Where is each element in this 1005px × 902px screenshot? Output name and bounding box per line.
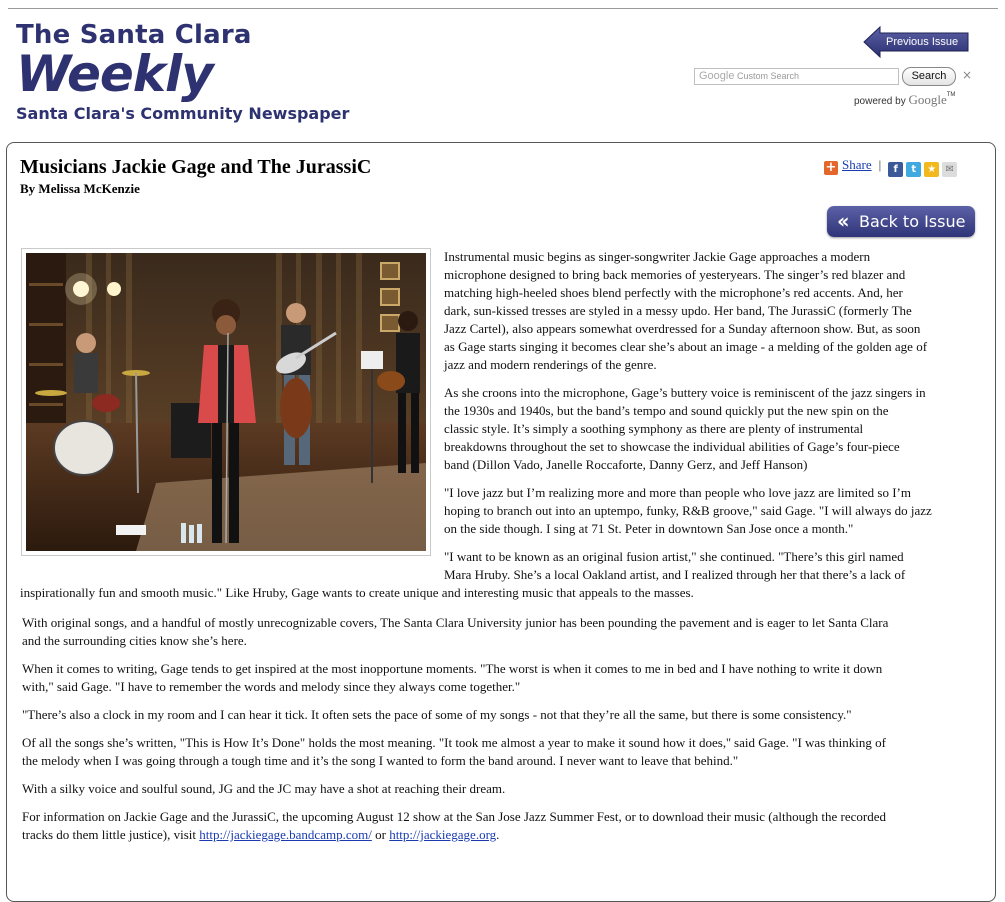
text-line: and the surrounding cities know she’s here. <box>22 633 247 648</box>
masthead-line2[interactable]: Weekly <box>16 45 213 103</box>
facebook-icon[interactable]: f <box>888 162 903 177</box>
google-logo: Google <box>908 92 947 107</box>
text-line: . <box>496 827 500 842</box>
text-line: hoping to branch out into an uptempo, funky, R&B groove," said Gage. "I will always do jazz <box>444 503 932 518</box>
text-line: Jazz Cartel), also appears somewhat overdressed for a Sunday afternoon show. But, as soon <box>444 321 921 336</box>
article-title: Musicians Jackie Gage and The JurassiC <box>20 156 372 178</box>
paragraph-5 <box>22 614 888 650</box>
text-line: Of all the songs she’s written, "This is How It’s Done" holds the most meaning. "It took me almost a year to make it sound how it does,'' said Gage. "I was thinking of <box>22 735 886 750</box>
double-chevron-left-icon: ‹‹ <box>837 209 846 233</box>
text-line: with," said Gage. "I have to remember the words and melody since they always come together." <box>22 679 521 694</box>
text-line: As she croons into the microphone, Gage’s buttery voice is reminiscent of the jazz singers in <box>444 385 926 400</box>
text-line: "I love jazz but I’m realizing more and more than people who love jazz are limited so I’m <box>444 485 911 500</box>
article-photo-frame <box>21 248 431 556</box>
text-line: "I want to be known as an original fusion artist," she continued. "There’s this girl named <box>444 549 904 564</box>
text-line: on the side though. I sing at 71 St. Peter in downtown San Jose once a month." <box>444 521 854 536</box>
share-plus-icon[interactable]: + <box>825 160 837 175</box>
paragraph-10 <box>22 808 886 844</box>
text-line: as Gage starts singing it becomes clear she’s about an image - a melding of the golden age of <box>444 339 928 354</box>
text-line: tracks do them little justice), visit <box>22 827 200 842</box>
text-line: the 1930s and 1940s, but the band’s tempo and sound quickly put the new spin on the <box>444 403 889 418</box>
paragraph-3 <box>444 484 932 538</box>
text-line: the melody when I was going through a tough time and it’s the song I wanted to form the band around. I never want to leave that behind." <box>22 753 739 768</box>
text-line: breakdowns throughout the set to showcase the individual abilities of Gage’s four-piece <box>444 439 900 454</box>
search-input[interactable] <box>694 68 899 85</box>
search-button[interactable]: Search <box>902 67 956 86</box>
text-line: classic style. It’s simply a soothing symphony as there are plenty of instrumental <box>444 421 864 436</box>
back-to-issue-label: Back to Issue <box>859 212 966 231</box>
powered-by-google: powered by Google™ <box>854 92 956 107</box>
text-line: For information on Jackie Gage and the JurassiC, the upcoming August 12 show at the San Jose Jazz Summer Fest, or to download their music (although the recorded <box>22 809 886 824</box>
powered-by-label: powered by <box>854 96 906 107</box>
search-placeholder: Custom Search <box>737 71 800 81</box>
text-line: When it comes to writing, Gage tends to get inspired at the most inopportune moments. "The worst is when it comes to me in bed and I have nothing to write it down <box>22 661 883 676</box>
twitter-icon[interactable]: t <box>906 162 921 177</box>
paragraph-7 <box>22 706 852 724</box>
email-icon[interactable]: ✉ <box>942 162 957 177</box>
paragraph-6 <box>22 660 882 696</box>
text-line: Mara Hruby. She’s a local Oakland artist, and I realized through her that there’s a lack of <box>444 567 906 582</box>
text-line: or <box>371 827 390 842</box>
previous-issue-label: Previous Issue <box>886 36 959 48</box>
article-byline: By Melissa McKenzie <box>20 181 140 196</box>
paragraph-2 <box>444 384 926 474</box>
paragraph-9 <box>22 780 505 798</box>
share-separator: | <box>878 157 882 172</box>
text-line: jazz and modern renderings of the genre. <box>444 357 657 372</box>
text-line: With original songs, and a handful of mostly unrecognizable covers, The Santa Clara University junior has been pounding the pavement and is eager to let Santa Clara <box>22 615 889 630</box>
masthead-tagline: Santa Clara's Community Newspaper <box>16 104 350 123</box>
text-line: Instrumental music begins as singer-songwriter Jackie Gage approaches a modern <box>444 249 871 264</box>
paragraph-4-continued <box>20 584 694 602</box>
share-link[interactable]: Share <box>842 157 872 172</box>
back-to-issue-button[interactable] <box>827 206 975 237</box>
share-bar <box>824 157 960 173</box>
text-line: With a silky voice and soulful sound, JG and the JC may have a shot at reaching their dream. <box>22 781 506 796</box>
paragraph-8 <box>22 734 886 770</box>
text-line: dark, sun-kissed tresses are styled in a messy updo. Her band, The JurassiC (formerly The <box>444 303 912 318</box>
text-line: microphone designed to bring back memories of yesteryears. The singer’s red blazer and <box>444 267 906 282</box>
text-line: "There’s also a clock in my room and I can hear it tick. It often sets the pace of some of my songs - not that they’re all the same, but there is some consistency." <box>22 707 852 722</box>
article-photo <box>26 253 426 551</box>
bandcamp-link[interactable]: http://jackiegage.bandcamp.com/ <box>199 827 372 842</box>
favorite-star-icon[interactable]: ★ <box>924 162 939 177</box>
website-link[interactable]: http://jackiegage.org <box>389 827 497 842</box>
masthead-line1[interactable]: The Santa Clara <box>16 20 252 50</box>
text-line: band (Dillon Vado, Janelle Roccaforte, Danny Gerz, and Jeff Hanson) <box>444 457 808 472</box>
text-line: inspirationally fun and smooth music." Like Hruby, Gage wants to create unique and interesting music that appeals to the masses. <box>20 585 694 600</box>
google-wordmark: Google <box>699 70 735 82</box>
paragraph-1 <box>444 248 927 374</box>
close-icon[interactable]: × <box>962 68 973 82</box>
previous-issue-button[interactable] <box>862 26 970 58</box>
paragraph-4 <box>444 548 905 584</box>
text-line: matching high-heeled shoes blend perfectly with the microphone’s red accents. And, her <box>444 285 903 300</box>
top-divider <box>8 8 998 9</box>
